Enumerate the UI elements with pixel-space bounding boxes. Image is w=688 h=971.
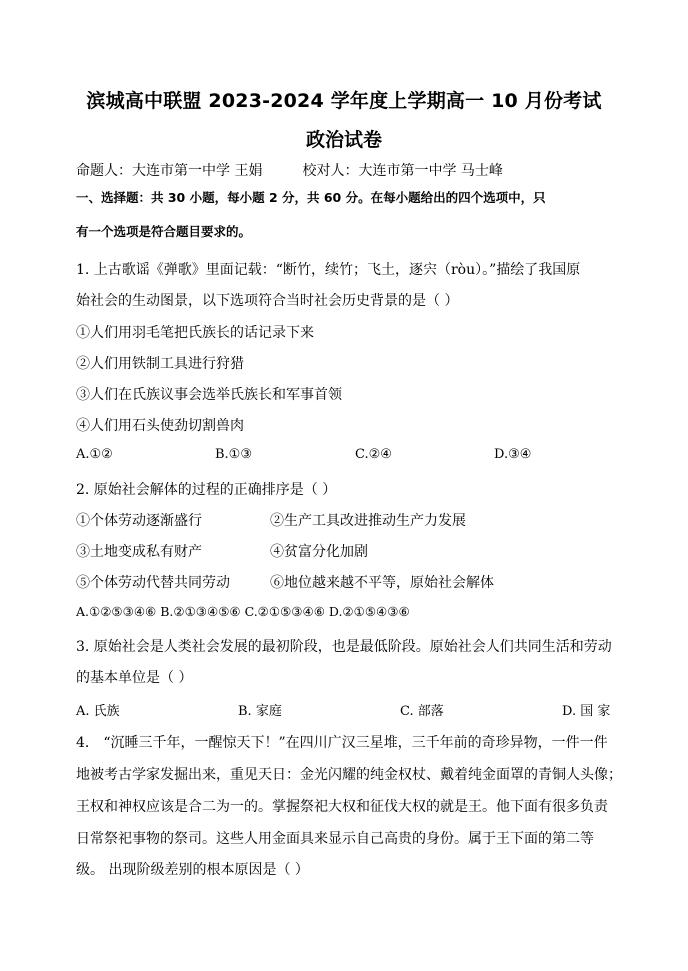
section1-instruction-line2: 有一个选项是符合题目要求的。: [76, 224, 252, 239]
q2-item-1: ①个体劳动逐渐盛行: [76, 513, 202, 529]
q2-item-4: ④贫富分化加剧: [270, 544, 368, 560]
q4-line-1: 4． “沉睡三千年，一醒惊天下！”在四川广汉三星堆，三千年前的奇珍异物，一件一件: [76, 735, 608, 751]
q1-item-3: ③人们在氏族议事会选举氏族长和军事首领: [76, 387, 342, 403]
q1-option-d: D.③④: [494, 447, 532, 462]
q4-line-3: 王权和神权应该是合二为一的。掌握祭祀大权和征伐大权的就是王。他下面有很多负责: [76, 799, 608, 815]
q2-item-5: ⑤个体劳动代替共同劳动: [76, 575, 230, 591]
q2-stem: 2. 原始社会解体的过程的正确排序是（ ）: [76, 482, 337, 498]
q2-item-6: ⑥地位越来越不平等，原始社会解体: [270, 575, 494, 591]
q3-option-d: D. 国 家: [562, 704, 611, 719]
q2-item-3: ③土地变成私有财产: [76, 544, 202, 560]
q1-stem-line1: 1. 上古歌谣《弹歌》里面记载：“断竹，续竹；飞土，逐宍（ròu）。”描绘了我国原: [76, 262, 581, 278]
q3-stem-line2: 的基本单位是（ ）: [76, 670, 193, 686]
q3-option-b: B. 家庭: [238, 704, 282, 719]
authors-line: [76, 160, 503, 180]
q4-line-2: 地被考古学家发掘出来，重见天日：金光闪耀的纯金权杖、戴着纯金面罩的青铜人头像；: [76, 767, 622, 783]
q1-item-2: ②人们用铁制工具进行狩猎: [76, 356, 244, 372]
q3-stem-line1: 3. 原始社会是人类社会发展的最初阶段，也是最低阶段。原始社会人们共同生活和劳动: [76, 639, 612, 655]
q1-option-b: B.①③: [215, 447, 252, 462]
q1-option-a: A.①②: [76, 447, 113, 462]
section1-instruction-line1: 一、选择题：共 30 小题，每小题 2 分，共 60 分。在每小题给出的四个选项中，只: [76, 190, 546, 205]
q3-option-a: A. 氏族: [76, 704, 120, 719]
exam-subtitle: 政治试卷: [305, 129, 382, 151]
q2-options: A.①②⑤③④⑥ B.②①③④⑤⑥ C.②①⑤③④⑥ D.②①⑤④③⑥: [76, 604, 410, 619]
author-text: 命题人：大连市第一中学 王娟: [76, 163, 263, 179]
q1-item-4: ④人们用石头使劲切割兽肉: [76, 418, 244, 434]
q3-option-c: C. 部落: [400, 704, 444, 719]
q4-line-4: 日常祭祀事物的祭司。这些人用金面具来显示自己高贵的身份。属于王下面的第二等: [76, 831, 594, 847]
q2-item-2: ②生产工具改进推动生产力发展: [270, 513, 466, 529]
q1-stem-line2: 始社会的生动图景，以下选项符合当时社会历史背景的是（ ）: [76, 293, 459, 309]
exam-title: 滨城高中联盟 2023-2024 学年度上学期高一 10 月份考试: [86, 90, 602, 112]
checker-text: 校对人：大连市第一中学 马士峰: [302, 163, 503, 179]
q1-item-1: ①人们用羽毛笔把氏族长的话记录下来: [76, 325, 314, 341]
q1-option-c: C.②④: [355, 447, 392, 462]
q4-line-5: 级。 出现阶级差别的根本原因是（ ）: [76, 862, 309, 878]
